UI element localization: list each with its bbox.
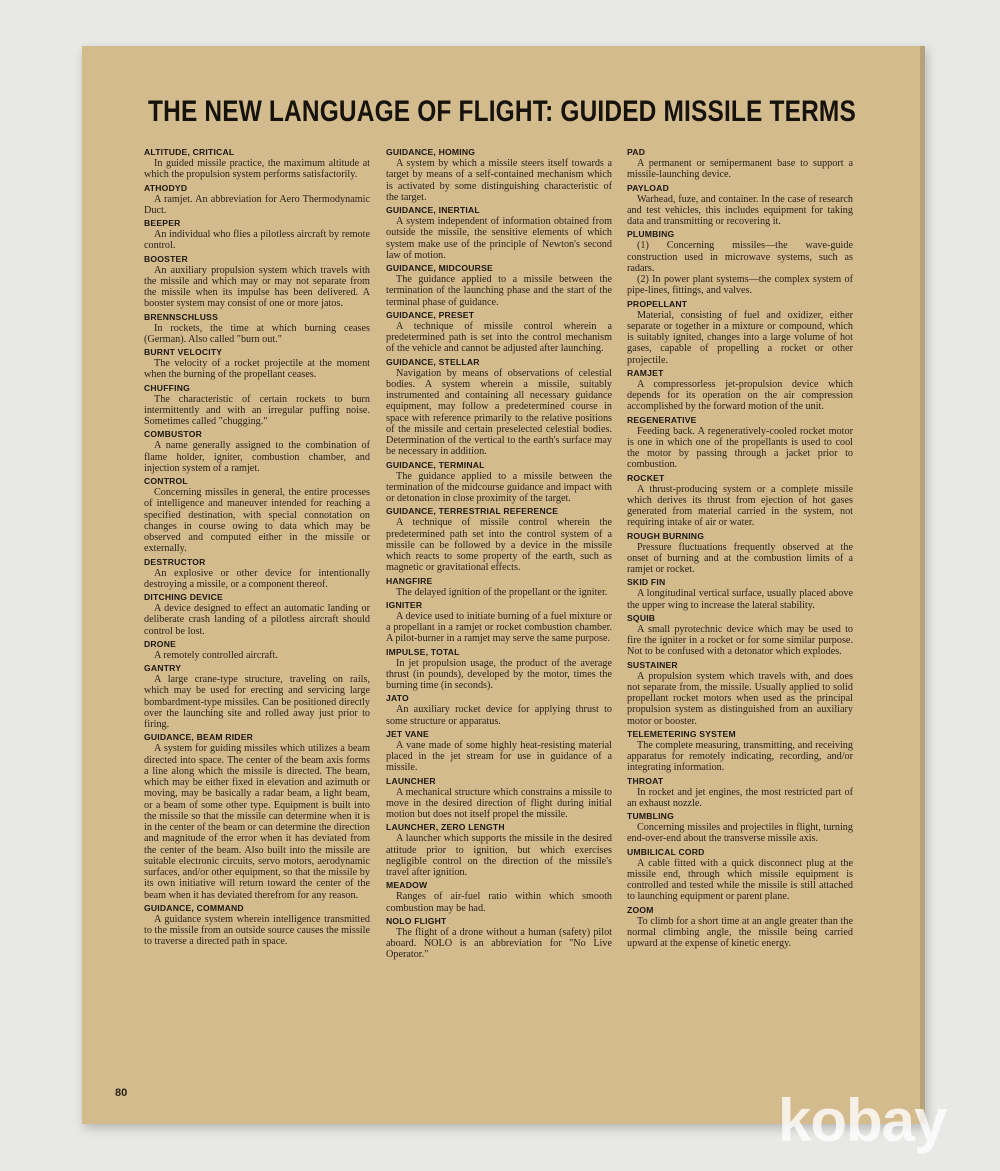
glossary-definition: A ramjet. An abbreviation for Aero Thermodynamic Duct. <box>144 193 370 216</box>
glossary-term: BEEPER <box>144 218 181 228</box>
glossary-definition: A permanent or semipermanent base to support a missile-launching device. <box>627 158 853 181</box>
glossary-definition: Ranges of air-fuel ratio within which smooth combustion may be had. <box>386 891 612 914</box>
glossary-entry <box>386 916 612 961</box>
glossary-term: DESTRUCTOR <box>144 556 206 567</box>
glossary-entry <box>627 660 853 727</box>
glossary-entry <box>627 811 853 845</box>
glossary-term: NOLO FLIGHT <box>386 915 447 926</box>
glossary-entry <box>386 729 612 774</box>
glossary-definition: (2) In power plant systems—the complex system of pipe-lines, fittings, and valves. <box>627 274 853 297</box>
glossary-definition: A compressorless jet-propulsion device which depends for its operation on the air compression accomplished by the forward motion of the unit. <box>627 378 853 413</box>
page-number: 80 <box>115 1087 128 1099</box>
glossary-term: GUIDANCE, HOMING <box>386 147 476 157</box>
glossary-entry <box>386 147 612 203</box>
glossary-definition: A propulsion system which travels with, and does not separate from, the missile. Usually applied to solid propellant rocket motors when used as the principal propulsion system as distinguished from an auxiliary motor or booster. <box>627 670 853 727</box>
glossary-entry <box>386 460 612 505</box>
glossary-definition: Concerning missiles in general, the entire processes of intelligence and maneuver intended for reaching a specified destination, with special connotation on changes in course owing to data which may be observed and computed either in the missile or externally. <box>144 487 370 555</box>
glossary-column-1 <box>144 147 370 950</box>
glossary-definition: A system independent of information obtained from outside the missile, the sensitive elements of which system make use of the principle of Newton's second law of motion. <box>386 216 612 261</box>
glossary-definition: In jet propulsion usage, the product of the average thrust (in pounds), developed by the motor, times the burning time (in seconds). <box>386 657 612 691</box>
glossary-definition: In guided missile practice, the maximum altitude at which the propulsion system performs satisfactorily. <box>144 158 370 181</box>
glossary-definition: Material, consisting of fuel and oxidizer, either separate or together in a mixture or compound, which is suitably ignited, changes into a large volume of hot gases, capable of propelling a rocket or other projectile. <box>627 309 853 366</box>
glossary-entry <box>144 639 370 661</box>
glossary-entry <box>144 903 370 948</box>
glossary-entry <box>386 776 612 821</box>
glossary-definition: Navigation by means of observations of celestial bodies. A system wherein a missile, suitably instrumented and containing all necessary guidance equipment, may follow a predetermined course in space with reference primarily to the relative positions of the missile and certain preselected celestial bodies. Determination of the vertical to the earth's surface may be necessary in addition. <box>386 367 612 458</box>
glossary-entry <box>386 357 612 458</box>
glossary-term: JATO <box>386 693 409 704</box>
glossary-entry <box>627 415 853 471</box>
glossary-definition: Feeding back. A regeneratively-cooled rocket motor is one in which one of the propellants is used to cool the motor by passing through a jacket prior to combustion. <box>627 425 853 471</box>
glossary-entry <box>144 312 370 346</box>
glossary-term: SUSTAINER <box>627 659 678 670</box>
glossary-entry <box>627 368 853 413</box>
glossary-term: PROPELLANT <box>627 298 688 309</box>
glossary-entry <box>144 592 370 637</box>
glossary-term: COMBUSTOR <box>144 429 202 440</box>
glossary-entry <box>386 576 612 598</box>
glossary-entry <box>144 183 370 217</box>
glossary-definition: A device used to initiate burning of a fuel mixture or a propellant in a ramjet or rocket combustion chamber. A pilot-burner in a ramjet may serve the same purpose. <box>386 610 612 645</box>
glossary-term: LAUNCHER <box>386 775 436 786</box>
glossary-term: GUIDANCE, TERRESTRIAL REFERENCE <box>386 506 559 517</box>
glossary-definition: A launcher which supports the missile in the desired attitude prior to ignition, but which exercises negligible control on the direction of the missile's travel after ignition. <box>386 833 612 878</box>
glossary-term: PLUMBING <box>627 229 675 240</box>
glossary-definition: An auxiliary rocket device for applying thrust to some structure or apparatus. <box>386 704 612 727</box>
glossary-definition: A technique of missile control wherein the predetermined path set into the control system of a missile can be followed by a device in the missile which reacts to some property of the earth, such as magnetic or gravitational effects. <box>386 517 612 574</box>
glossary-definition: A thrust-producing system or a complete missile which derives its thrust from ejection of hot gases generated from material carried in the system, not requiring intake of air or water. <box>627 483 853 529</box>
glossary-definition: A cable fitted with a quick disconnect plug at the missile end, through which missile equipment is controlled and tested while the missile is still attached to launching equipment or parent plane. <box>627 857 853 903</box>
glossary-definition: A mechanical structure which constrains a missile to move in the desired direction of flight during initial motion but does not itself propel the missile. <box>386 786 612 820</box>
glossary-term: GUIDANCE, BEAM RIDER <box>144 732 254 743</box>
glossary-entry <box>144 254 370 310</box>
glossary-term: RAMJET <box>627 367 664 378</box>
glossary-entry <box>144 557 370 591</box>
glossary-term: CHUFFING <box>144 382 190 393</box>
glossary-definition: The guidance applied to a missile between the termination of the midcourse guidance and impact with or detonation in close proximity of the target. <box>386 470 612 504</box>
glossary-entry <box>627 229 853 296</box>
glossary-term: CONTROL <box>144 476 188 486</box>
glossary-term: TELEMETERING SYSTEM <box>627 728 736 739</box>
glossary-term: TUMBLING <box>627 811 674 821</box>
glossary-entry <box>144 429 370 474</box>
glossary-term: LAUNCHER, ZERO LENGTH <box>386 822 505 833</box>
glossary-definition: The delayed ignition of the propellant or the igniter. <box>396 586 608 598</box>
glossary-term: SQUIB <box>627 612 656 623</box>
glossary-entry <box>386 880 612 914</box>
glossary-term: ROUGH BURNING <box>627 530 705 541</box>
glossary-term: ALTITUDE, CRITICAL <box>144 147 235 157</box>
glossary-term: GANTRY <box>144 663 182 673</box>
glossary-definition: The flight of a drone without a human (safety) pilot aboard. NOLO is an abbreviation for "No Live Operator." <box>386 926 612 961</box>
glossary-entry <box>627 299 853 366</box>
glossary-definition: To climb for a short time at an angle greater than the normal climbing angle, the missile being carried upward at the expense of kinetic energy. <box>627 915 853 949</box>
glossary-term: GUIDANCE, INERTIAL <box>386 205 480 215</box>
glossary-term: JET VANE <box>386 728 429 739</box>
glossary-entry <box>386 205 612 261</box>
glossary-definition: In rockets, the time at which burning ceases (German). Also called "burn out." <box>144 322 370 345</box>
glossary-entry <box>627 147 853 181</box>
glossary-definition: A device designed to effect an automatic landing or deliberate crash landing of a pilotless aircraft should control be lost. <box>144 603 370 637</box>
glossary-entry <box>386 822 612 878</box>
glossary-definition: A small pyrotechnic device which may be used to fire the igniter in a rocket or for some similar purpose. Not to be confused with a detonator which explodes. <box>627 623 853 658</box>
glossary-term: BRENNSCHLUSS <box>144 311 219 322</box>
glossary-term: ATHODYD <box>144 182 188 193</box>
glossary-definition: Concerning missiles and projectiles in flight, turning end-over-end about the transverse missile axis. <box>627 822 853 845</box>
glossary-term: IMPULSE, TOTAL <box>386 646 460 657</box>
glossary-definition: Warhead, fuze, and container. In the case of research and test vehicles, this includes equipment for taking data and transmitting or recovering it. <box>627 193 853 227</box>
glossary-term: HANGFIRE <box>386 575 433 586</box>
glossary-definition: Pressure fluctuations frequently observed at the onset of burning and at the combustion limits of a ramjet or rocket. <box>627 541 853 575</box>
glossary-term: DITCHING DEVICE <box>144 592 223 602</box>
glossary-entry <box>627 577 853 611</box>
glossary-term: PAD <box>627 147 646 157</box>
glossary-entry <box>627 729 853 774</box>
glossary-entry <box>144 383 370 428</box>
glossary-entry <box>627 847 853 903</box>
glossary-term: SKID FIN <box>627 577 666 588</box>
glossary-term: GUIDANCE, COMMAND <box>144 902 244 913</box>
glossary-definition: A vane made of some highly heat-resisting material placed in the jet stream for use in guidance of a missile. <box>386 739 612 774</box>
glossary-definition: A system for guiding missiles which utilizes a beam directed into space. The center of the beam axis forms a line along which the missile is directed. The beam, which may be either fixed in elevation and azimuth or moving, may be basically a radar beam, a light beam, or a beam of some other type. Equipment is built into the missile so that the missile can determine when it is in the center of the beam or can determine the direction and magnitude of the error when it has deviated from the center of the beam. Also built into the missile are suitable electronic circuits, servo motors, aerodynamic surfaces, and/or other equipment, so that the missile by its own initiative will return toward the center of the beam when it has deviated therefrom for any reason. <box>144 743 370 901</box>
glossary-definition: A remotely controlled aircraft. <box>154 649 278 661</box>
glossary-term: GUIDANCE, STELLAR <box>386 356 480 367</box>
glossary-definition: A technique of missile control wherein a predetermined path is set into the control mechanism of the vehicle and cannot be adjusted after launching. <box>386 320 612 355</box>
glossary-definition: An individual who flies a pilotless aircraft by remote control. <box>144 229 370 252</box>
glossary-entry <box>144 218 370 252</box>
glossary-term: ZOOM <box>627 904 654 915</box>
glossary-entry <box>144 476 370 555</box>
glossary-term: REGENERATIVE <box>627 414 697 425</box>
glossary-term: GUIDANCE, TERMINAL <box>386 459 485 470</box>
glossary-term: THROAT <box>627 775 664 786</box>
glossary-definition: The guidance applied to a missile between the termination of the launching phase and the start of the terminal phase of guidance. <box>386 274 612 308</box>
glossary-entry <box>144 663 370 730</box>
glossary-entry <box>386 693 612 727</box>
glossary-term: IGNITER <box>386 599 423 610</box>
glossary-definition: A large crane-type structure, traveling on rails, which may be used for erecting and servicing large bombardment-type missiles. Can be positioned directly over the launching site and rolled away just prior to firing. <box>144 674 370 730</box>
glossary-entry <box>627 613 853 658</box>
glossary-definition: The velocity of a rocket projectile at the moment when the burning of the propellant ceases. <box>144 358 370 381</box>
glossary-definition: The complete measuring, transmitting, and receiving apparatus for remotely indicating, recording, and/or integrating information. <box>627 739 853 774</box>
glossary-definition: An explosive or other device for intentionally destroying a missile, or a component thereof. <box>144 567 370 590</box>
glossary-entry <box>386 647 612 692</box>
glossary-term: GUIDANCE, MIDCOURSE <box>386 263 493 273</box>
watermark-logo: kobay <box>778 1087 947 1154</box>
glossary-definition: An auxiliary propulsion system which travels with the missile and which may or may not separate from the missile when its impulse has been delivered. A booster system may consist of one or more jatos. <box>144 264 370 310</box>
glossary-entry <box>627 776 853 810</box>
glossary-entry <box>386 263 612 308</box>
glossary-entry <box>627 183 853 228</box>
glossary-definition: A longitudinal vertical surface, usually placed above the upper wing to increase the lateral stability. <box>627 588 853 611</box>
glossary-entry <box>386 506 612 573</box>
glossary-term: UMBILICAL CORD <box>627 846 705 857</box>
glossary-definition: (1) Concerning missiles—the wave-guide construction used in microwave systems, such as radars. <box>627 240 853 274</box>
glossary-definition: A system by which a missile steers itself towards a target by means of a self-contained mechanism which is activated by some distinguishing characteristic of the target. <box>386 158 612 203</box>
page-title: THE NEW LANGUAGE OF FLIGHT: GUIDED MISSILE TERMS <box>148 95 856 128</box>
glossary-entry <box>627 531 853 576</box>
glossary-entry <box>386 600 612 645</box>
glossary-term: ROCKET <box>627 472 665 483</box>
glossary-term: BURNT VELOCITY <box>144 347 223 357</box>
glossary-term: DRONE <box>144 638 177 649</box>
glossary-term: MEADOW <box>386 880 428 891</box>
glossary-definition: A guidance system wherein intelligence transmitted to the missile from an outside source causes the missile to traverse a directed path in space. <box>144 913 370 948</box>
glossary-entry <box>144 347 370 381</box>
glossary-column-2 <box>386 147 612 963</box>
glossary-entry <box>144 147 370 181</box>
glossary-term: PAYLOAD <box>627 182 669 193</box>
glossary-entry <box>386 310 612 355</box>
glossary-entry <box>627 905 853 950</box>
glossary-entry <box>144 732 370 901</box>
glossary-definition: In rocket and jet engines, the most restricted part of an exhaust nozzle. <box>627 786 853 809</box>
glossary-column-3 <box>627 147 853 951</box>
glossary-definition: A name generally assigned to the combination of flame holder, igniter, combustion chamber, and injection system of a ramjet. <box>144 440 370 474</box>
glossary-term: BOOSTER <box>144 253 188 264</box>
glossary-entry <box>627 473 853 529</box>
glossary-definition: The characteristic of certain rockets to burn intermittently and with an irregular puffing noise. Sometimes called "chugging." <box>144 393 370 427</box>
glossary-term: GUIDANCE, PRESET <box>386 309 475 320</box>
